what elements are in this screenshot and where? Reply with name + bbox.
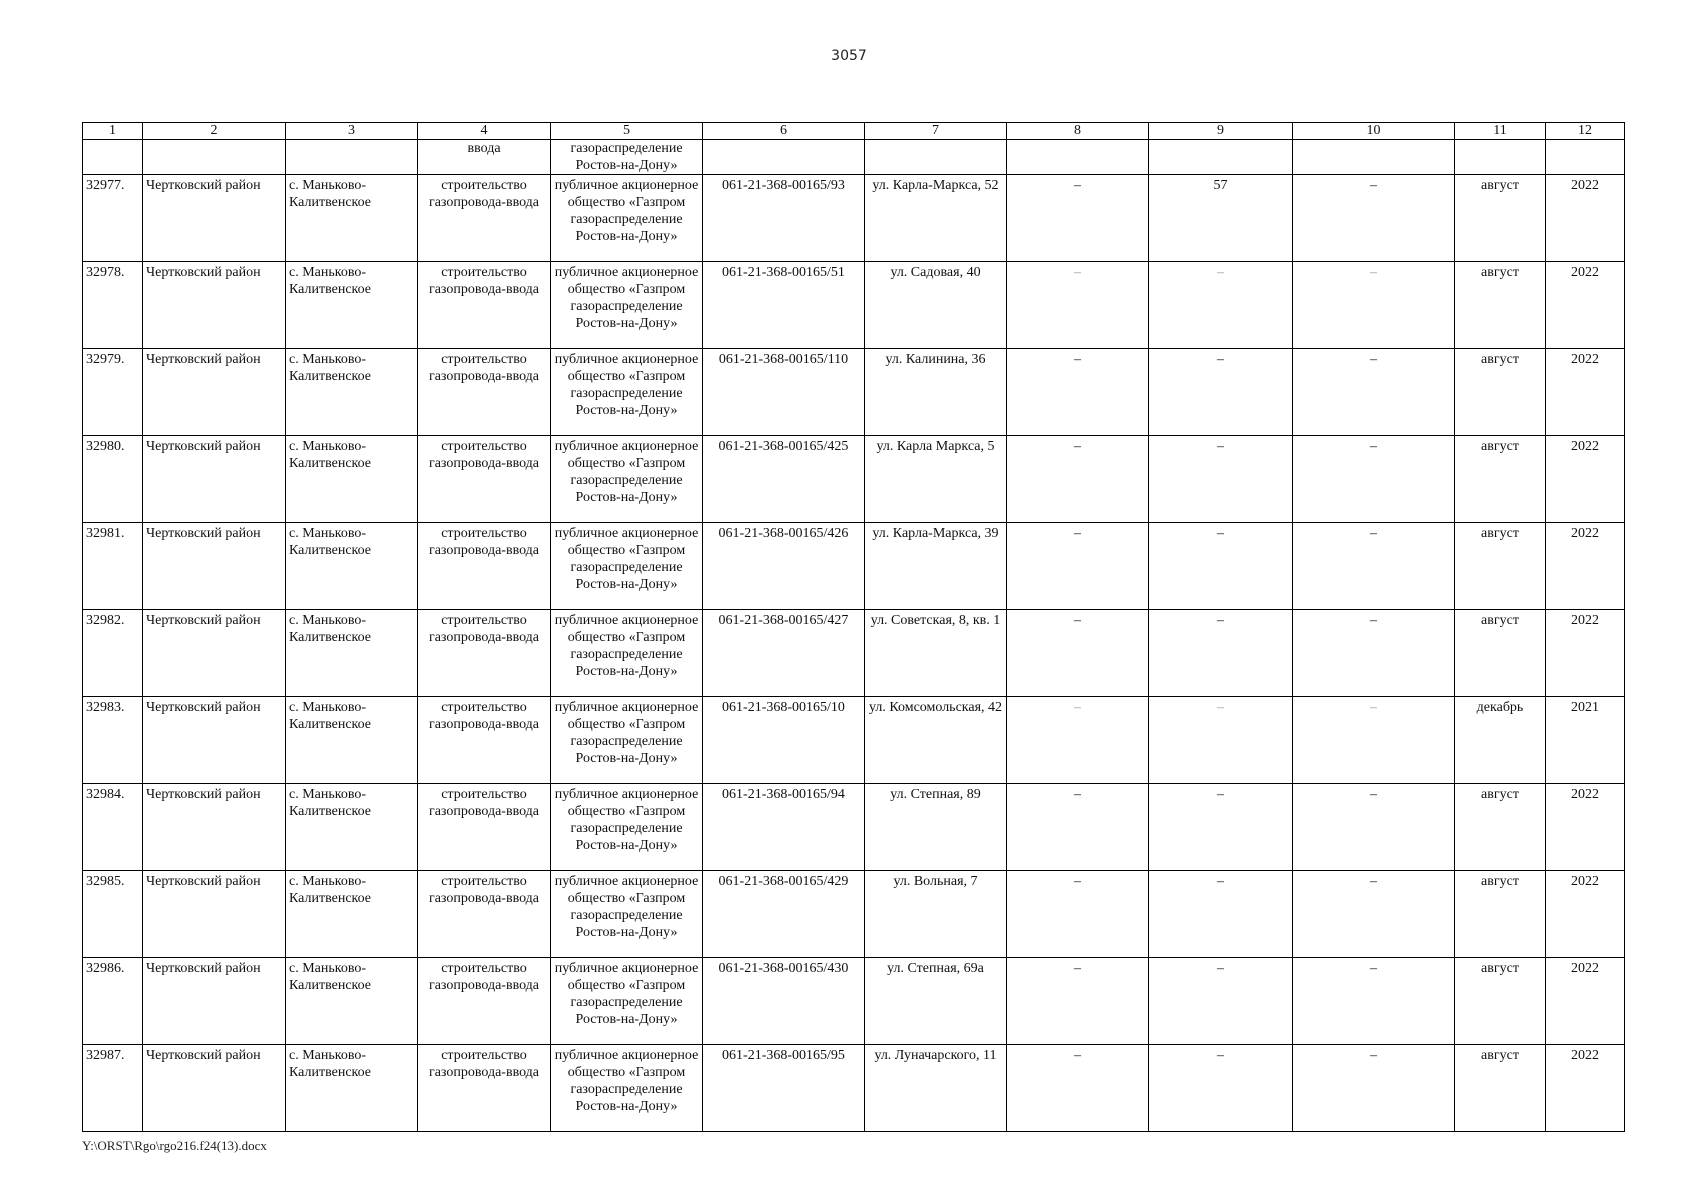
address-cell: ул. Луначарского, 11 xyxy=(865,1045,1007,1132)
page-number: 3057 xyxy=(831,48,867,64)
month-cell: август xyxy=(1455,1045,1546,1132)
column-9-cell: – xyxy=(1149,610,1293,697)
work-cell: строительство газопровода-ввода xyxy=(418,175,551,262)
month-cell: август xyxy=(1455,523,1546,610)
code-cell: 061-21-368-00165/425 xyxy=(703,436,865,523)
column-10-cell: – xyxy=(1293,175,1455,262)
table-row xyxy=(83,784,1625,871)
year-cell: 2022 xyxy=(1546,958,1625,1045)
column-10-cell: – xyxy=(1293,610,1455,697)
file-path: Y:\ORST\Rgo\rgo216.f24(13).docx xyxy=(82,1138,267,1153)
column-9-cell: – xyxy=(1149,1045,1293,1132)
column-number: 10 xyxy=(1293,123,1455,140)
address-cell: ул. Карла-Маркса, 39 xyxy=(865,523,1007,610)
settlement-cell: с. Маньково-Калитвенское xyxy=(286,1045,418,1132)
district-cell: Чертковский район xyxy=(143,523,286,610)
settlement-cell: с. Маньково-Калитвенское xyxy=(286,349,418,436)
table-row xyxy=(83,958,1625,1045)
row-number-cell: 32980. xyxy=(83,436,143,523)
row-number-cell: 32982. xyxy=(83,610,143,697)
work-cell: строительство газопровода-ввода xyxy=(418,784,551,871)
table-row xyxy=(83,1045,1625,1132)
year-cell: 2021 xyxy=(1546,697,1625,784)
district-cell: Чертковский район xyxy=(143,175,286,262)
column-9-cell: – xyxy=(1149,871,1293,958)
year-cell: 2022 xyxy=(1546,175,1625,262)
settlement-cell: с. Маньково-Калитвенское xyxy=(286,610,418,697)
column-10-cell: – xyxy=(1293,436,1455,523)
district-cell: Чертковский район xyxy=(143,1045,286,1132)
month-cell: август xyxy=(1455,175,1546,262)
row-number-cell: 32984. xyxy=(83,784,143,871)
row-number-cell: 32986. xyxy=(83,958,143,1045)
column-10-cell: – xyxy=(1293,523,1455,610)
table-row xyxy=(83,349,1625,436)
table-row xyxy=(83,871,1625,958)
work-cell: строительство газопровода-ввода xyxy=(418,610,551,697)
column-number: 11 xyxy=(1455,123,1546,140)
code-cell: 061-21-368-00165/93 xyxy=(703,175,865,262)
settlement-cell: с. Маньково-Калитвенское xyxy=(286,958,418,1045)
column-number: 5 xyxy=(551,123,703,140)
column-9-cell: – xyxy=(1149,697,1293,784)
year-cell: 2022 xyxy=(1546,436,1625,523)
organization-cell: публичное акционерное общество «Газпром газораспределение Ростов-на-Дону» xyxy=(551,349,703,436)
column-number: 8 xyxy=(1007,123,1149,140)
month-cell: август xyxy=(1455,610,1546,697)
organization-cell: публичное акционерное общество «Газпром газораспределение Ростов-на-Дону» xyxy=(551,697,703,784)
address-cell: ул. Вольная, 7 xyxy=(865,871,1007,958)
organization-cell: публичное акционерное общество «Газпром газораспределение Ростов-на-Дону» xyxy=(551,436,703,523)
column-8-cell: – xyxy=(1007,262,1149,349)
column-9-cell: – xyxy=(1149,262,1293,349)
table-row xyxy=(83,697,1625,784)
column-8-cell: – xyxy=(1007,871,1149,958)
year-cell: 2022 xyxy=(1546,262,1625,349)
column-9-cell: – xyxy=(1149,784,1293,871)
year-cell: 2022 xyxy=(1546,871,1625,958)
row-number-cell: 32987. xyxy=(83,1045,143,1132)
column-8-cell: – xyxy=(1007,697,1149,784)
work-cell: строительство газопровода-ввода xyxy=(418,1045,551,1132)
settlement-cell: с. Маньково-Калитвенское xyxy=(286,262,418,349)
organization-cell: публичное акционерное общество «Газпром газораспределение Ростов-на-Дону» xyxy=(551,784,703,871)
district-cell: Чертковский район xyxy=(143,958,286,1045)
column-number-row xyxy=(83,123,1625,140)
address-cell: ул. Карла-Маркса, 52 xyxy=(865,175,1007,262)
code-cell: 061-21-368-00165/110 xyxy=(703,349,865,436)
column-8-cell: – xyxy=(1007,349,1149,436)
district-cell: Чертковский район xyxy=(143,784,286,871)
district-cell: Чертковский район xyxy=(143,697,286,784)
row-number-cell: 32981. xyxy=(83,523,143,610)
column-9-cell: 57 xyxy=(1149,175,1293,262)
district-cell: Чертковский район xyxy=(143,349,286,436)
organization-cell: публичное акционерное общество «Газпром газораспределение Ростов-на-Дону» xyxy=(551,610,703,697)
settlement-cell: с. Маньково-Калитвенское xyxy=(286,871,418,958)
code-cell: 061-21-368-00165/426 xyxy=(703,523,865,610)
settlement-cell: с. Маньково-Калитвенское xyxy=(286,784,418,871)
month-cell: август xyxy=(1455,784,1546,871)
month-cell: август xyxy=(1455,436,1546,523)
organization-cell: публичное акционерное общество «Газпром газораспределение Ростов-на-Дону» xyxy=(551,523,703,610)
column-10-cell: – xyxy=(1293,1045,1455,1132)
work-cell: ввода xyxy=(418,140,551,175)
code-cell: 061-21-368-00165/10 xyxy=(703,697,865,784)
month-cell: август xyxy=(1455,958,1546,1045)
table-row xyxy=(83,262,1625,349)
column-10-cell: – xyxy=(1293,262,1455,349)
column-number: 2 xyxy=(143,123,286,140)
column-number: 4 xyxy=(418,123,551,140)
organization-cell: публичное акционерное общество «Газпром газораспределение Ростов-на-Дону» xyxy=(551,262,703,349)
organization-cell: публичное акционерное общество «Газпром газораспределение Ростов-на-Дону» xyxy=(551,871,703,958)
column-9-cell: – xyxy=(1149,958,1293,1045)
row-number-cell: 32979. xyxy=(83,349,143,436)
column-10-cell: – xyxy=(1293,349,1455,436)
column-number: 1 xyxy=(83,123,143,140)
code-cell: 061-21-368-00165/429 xyxy=(703,871,865,958)
code-cell: 061-21-368-00165/51 xyxy=(703,262,865,349)
month-cell: август xyxy=(1455,262,1546,349)
month-cell: декабрь xyxy=(1455,697,1546,784)
work-cell: строительство газопровода-ввода xyxy=(418,697,551,784)
column-10-cell: – xyxy=(1293,784,1455,871)
table-row xyxy=(83,436,1625,523)
row-number-cell: 32978. xyxy=(83,262,143,349)
row-number-cell: 32983. xyxy=(83,697,143,784)
column-9-cell: – xyxy=(1149,349,1293,436)
row-number-cell: 32977. xyxy=(83,175,143,262)
table-row xyxy=(83,175,1625,262)
code-cell: 061-21-368-00165/430 xyxy=(703,958,865,1045)
column-number: 9 xyxy=(1149,123,1293,140)
code-cell: 061-21-368-00165/427 xyxy=(703,610,865,697)
column-8-cell: – xyxy=(1007,958,1149,1045)
register-table xyxy=(82,122,1625,1132)
column-number: 3 xyxy=(286,123,418,140)
year-cell: 2022 xyxy=(1546,610,1625,697)
year-cell: 2022 xyxy=(1546,784,1625,871)
code-cell: 061-21-368-00165/95 xyxy=(703,1045,865,1132)
address-cell: ул. Калинина, 36 xyxy=(865,349,1007,436)
column-10-cell: – xyxy=(1293,871,1455,958)
column-number: 7 xyxy=(865,123,1007,140)
column-9-cell: – xyxy=(1149,523,1293,610)
column-8-cell: – xyxy=(1007,610,1149,697)
column-8-cell: – xyxy=(1007,175,1149,262)
month-cell: август xyxy=(1455,871,1546,958)
address-cell: ул. Карла Маркса, 5 xyxy=(865,436,1007,523)
organization-cell: публичное акционерное общество «Газпром газораспределение Ростов-на-Дону» xyxy=(551,1045,703,1132)
year-cell: 2022 xyxy=(1546,349,1625,436)
column-8-cell: – xyxy=(1007,1045,1149,1132)
work-cell: строительство газопровода-ввода xyxy=(418,871,551,958)
organization-cell: газораспределение Ростов-на-Дону» xyxy=(551,140,703,175)
settlement-cell: с. Маньково-Калитвенское xyxy=(286,697,418,784)
address-cell: ул. Советская, 8, кв. 1 xyxy=(865,610,1007,697)
address-cell: ул. Степная, 69а xyxy=(865,958,1007,1045)
column-number: 12 xyxy=(1546,123,1625,140)
work-cell: строительство газопровода-ввода xyxy=(418,958,551,1045)
settlement-cell: с. Маньково-Калитвенское xyxy=(286,175,418,262)
district-cell: Чертковский район xyxy=(143,436,286,523)
column-8-cell: – xyxy=(1007,784,1149,871)
table-row xyxy=(83,523,1625,610)
table-row xyxy=(83,610,1625,697)
address-cell: ул. Комсомольская, 42 xyxy=(865,697,1007,784)
column-10-cell: – xyxy=(1293,697,1455,784)
continuation-row xyxy=(83,140,1625,175)
organization-cell: публичное акционерное общество «Газпром газораспределение Ростов-на-Дону» xyxy=(551,958,703,1045)
year-cell: 2022 xyxy=(1546,523,1625,610)
work-cell: строительство газопровода-ввода xyxy=(418,436,551,523)
year-cell: 2022 xyxy=(1546,1045,1625,1132)
district-cell: Чертковский район xyxy=(143,871,286,958)
address-cell: ул. Садовая, 40 xyxy=(865,262,1007,349)
code-cell: 061-21-368-00165/94 xyxy=(703,784,865,871)
address-cell: ул. Степная, 89 xyxy=(865,784,1007,871)
district-cell: Чертковский район xyxy=(143,610,286,697)
work-cell: строительство газопровода-ввода xyxy=(418,523,551,610)
district-cell: Чертковский район xyxy=(143,262,286,349)
organization-cell: публичное акционерное общество «Газпром газораспределение Ростов-на-Дону» xyxy=(551,175,703,262)
column-8-cell: – xyxy=(1007,436,1149,523)
column-10-cell: – xyxy=(1293,958,1455,1045)
column-8-cell: – xyxy=(1007,523,1149,610)
settlement-cell: с. Маньково-Калитвенское xyxy=(286,436,418,523)
column-number: 6 xyxy=(703,123,865,140)
work-cell: строительство газопровода-ввода xyxy=(418,349,551,436)
settlement-cell: с. Маньково-Калитвенское xyxy=(286,523,418,610)
work-cell: строительство газопровода-ввода xyxy=(418,262,551,349)
row-number-cell: 32985. xyxy=(83,871,143,958)
column-9-cell: – xyxy=(1149,436,1293,523)
month-cell: август xyxy=(1455,349,1546,436)
